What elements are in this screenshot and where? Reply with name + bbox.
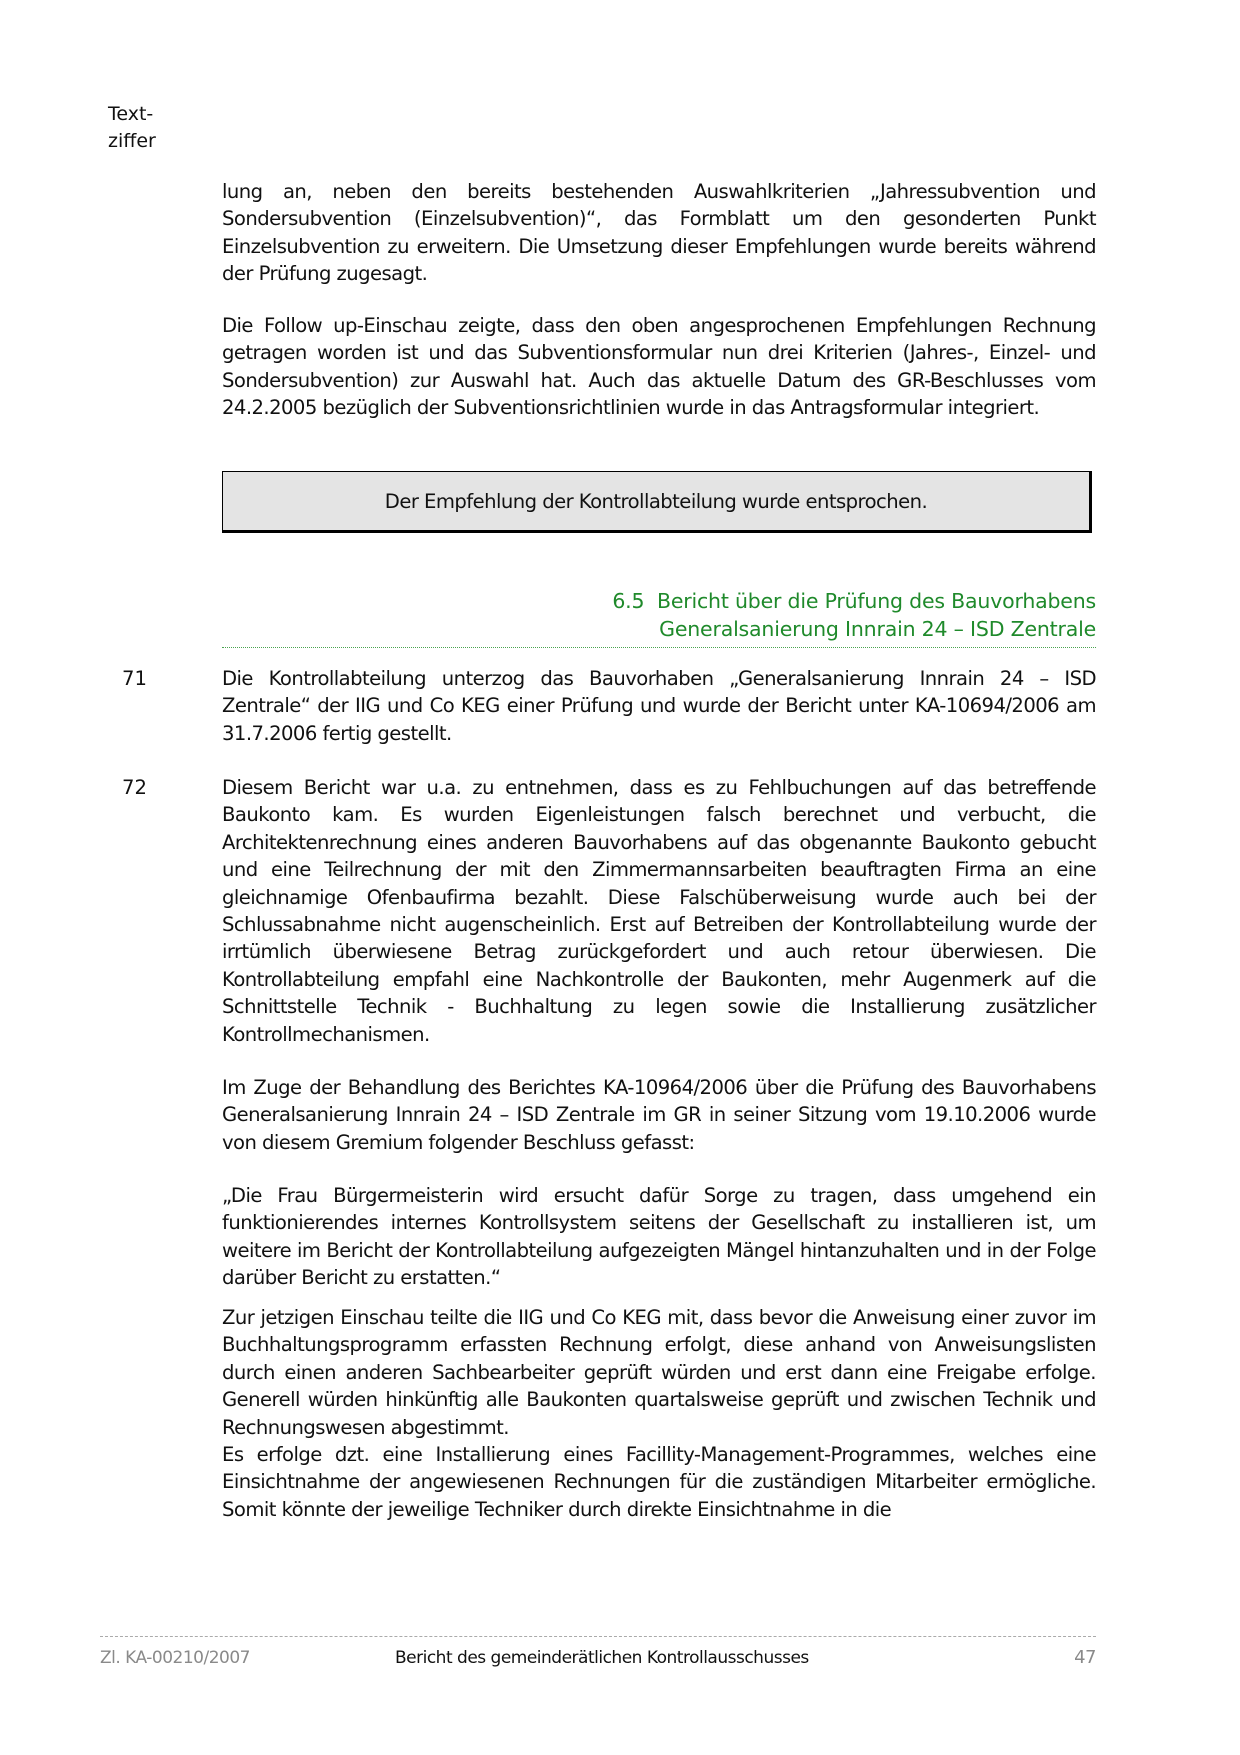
- body-paragraph: Die Follow up-Einschau zeigte, dass den oben angesprochenen Empfehlungen Rechnung getragen worden ist und das Subventionsformular nun drei Kriterien (Jahres-, Einzel- und Sondersubvention) zur Auswahl hat. Auch das aktuelle Datum des GR-Beschlusses vom 24.2.2005 bezüglich der Subventionsrichtlinien wurde in das Antragsformular integriert.: [222, 314, 1096, 420]
- body-paragraph: Diesem Bericht war u.a. zu entnehmen, dass es zu Fehlbuchungen auf das betreffende Baukonto kam. Es wurden Eigenleistungen falsch berechnet und verbucht, die Architektenrechnung eines anderen Bauvorhabens auf das obgenannte Baukonto gebucht und eine Teilrechnung der mit den Zimmermannsarbeiten beauftragten Firma an eine gleichnamige Ofenbaufirma bezahlt. Diese Falschüberweisung wurde auch bei der Schlussabnahme nicht augenscheinlich. Erst auf Betreiben der Kontrollabteilung wurde der irrtümlich überwiesene Betrag zurückgefordert und auch retour überwiesen. Die Kontrollabteilung empfahl eine Nachkontrolle der Baukonten, mehr Augenmerk auf die Schnittstelle Technik - Buchhaltung zu legen sowie die Installierung zusätzlicher Kontrollmechanismen.: [222, 776, 1096, 1046]
- section-heading: [222, 587, 1096, 643]
- quote-paragraph: „Die Frau Bürgermeisterin wird ersucht dafür Sorge zu tragen, dass umgehend ein funktionierendes internes Kontrollsystem seitens der Gesellschaft zu installieren ist, um weitere im Bericht der Kontrollabteilung aufgezeigten Mängel hintanzuhalten und in der Folge darüber Bericht zu erstatten.“: [222, 1184, 1096, 1290]
- paragraph-beschluss-quote: [222, 1182, 1096, 1292]
- numbered-paragraph-72: [222, 774, 1096, 1048]
- body-paragraph: Die Kontrollabteilung unterzog das Bauvorhaben „Generalsanierung Innrain 24 – ISD Zentrale“ der IIG und Co KEG einer Prüfung und wurde der Bericht unter KA-10694/2006 am 31.7.2006 fertig gestellt.: [222, 667, 1096, 745]
- result-box: [222, 471, 1092, 533]
- footer-reference: Zl. KA-00210/2007: [100, 1648, 250, 1668]
- result-box-text: Der Empfehlung der Kontrollabteilung wurde entsprochen.: [384, 489, 928, 513]
- page-footer: [100, 1644, 1096, 1672]
- footer-title: Bericht des gemeinderätlichen Kontrollausschusses: [395, 1648, 809, 1668]
- paragraph-gr-behandlung: [222, 1074, 1096, 1156]
- margin-label-line1: Text-: [108, 103, 154, 125]
- page-number: 47: [1074, 1647, 1096, 1668]
- footer-divider: [100, 1636, 1096, 1637]
- section-heading-line1: 6.5 Bericht über die Prüfung des Bauvorhabens: [612, 589, 1096, 613]
- paragraph-continuation: [222, 178, 1096, 288]
- body-paragraph: Es erfolge dzt. eine Installierung eines Facillity-Management-Programmes, welches eine Einsichtnahme der angewiesenen Rechnungen für die zuständigen Mitarbeiter ermögliche. Somit könnte der jeweilige Techniker durch direkte Einsichtnahme in die: [222, 1443, 1096, 1521]
- paragraph-number-71: 71: [122, 667, 147, 690]
- section-heading-line2: Generalsanierung Innrain 24 – ISD Zentrale: [659, 617, 1096, 641]
- paragraph-number-72: 72: [122, 776, 147, 799]
- body-paragraph: lung an, neben den bereits bestehenden Auswahlkriterien „Jahressubvention und Sondersubvention (Einzelsubvention)“, das Formblatt um den gesonderten Punkt Einzelsubvention zu erweitern. Die Umsetzung dieser Empfehlungen wurde bereits während der Prüfung zugesagt.: [222, 180, 1096, 286]
- numbered-paragraph-71: [222, 665, 1096, 747]
- body-paragraph: Zur jetzigen Einschau teilte die IIG und Co KEG mit, dass bevor die Anweisung einer zuvor im Buchhaltungsprogramm erfassten Rechnung erfolgt, diese anhand von Anweisungslisten durch einen anderen Sachbearbeiter geprüft würden und erst dann eine Freigabe erfolge. Generell würden hinkünftig alle Baukonten quartalsweise geprüft und zwischen Technik und Rechnungswesen abgestimmt.: [222, 1306, 1096, 1439]
- paragraph-jetzige-einschau: [222, 1304, 1096, 1523]
- body-paragraph: Im Zuge der Behandlung des Berichtes KA-10964/2006 über die Prüfung des Bauvorhabens Generalsanierung Innrain 24 – ISD Zentrale im GR in seiner Sitzung vom 19.10.2006 wurde von diesem Gremium folgender Beschluss gefasst:: [222, 1076, 1096, 1154]
- paragraph-follow-up: [222, 312, 1096, 422]
- margin-label-line2: ziffer: [108, 130, 156, 152]
- margin-label-textziffer: [108, 101, 156, 155]
- section-divider: [222, 647, 1096, 648]
